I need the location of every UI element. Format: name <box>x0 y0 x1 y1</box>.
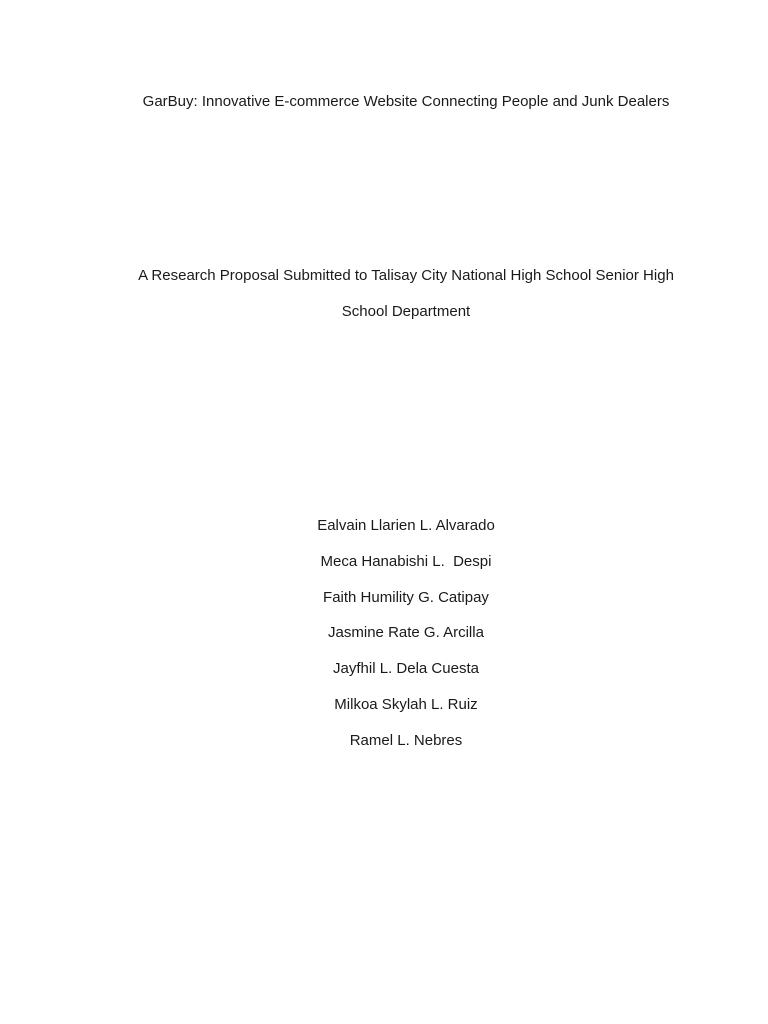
author-list <box>0 508 768 759</box>
subtitle-line: School Department <box>341 303 471 320</box>
author-name: Jasmine Rate G. Arcilla <box>328 624 484 642</box>
author-name: Ealvain Llarien L. Alvarado <box>317 517 495 534</box>
author-name: Milkoa Skylah L. Ruiz <box>334 695 478 713</box>
document-subtitle <box>0 264 768 330</box>
author-name: Meca Hanabishi L. Despi <box>320 552 492 570</box>
subtitle-line: A Research Proposal Submitted to Talisay City National High School Senior High <box>138 267 674 284</box>
author-name: Faith Humility G. Catipay <box>323 588 489 606</box>
document-title: GarBuy: Innovative E-commerce Website Connecting People and Junk Dealers <box>142 93 670 110</box>
author-name: Jayfhil L. Dela Cuesta <box>333 660 479 678</box>
author-name: Ramel L. Nebres <box>349 731 463 749</box>
